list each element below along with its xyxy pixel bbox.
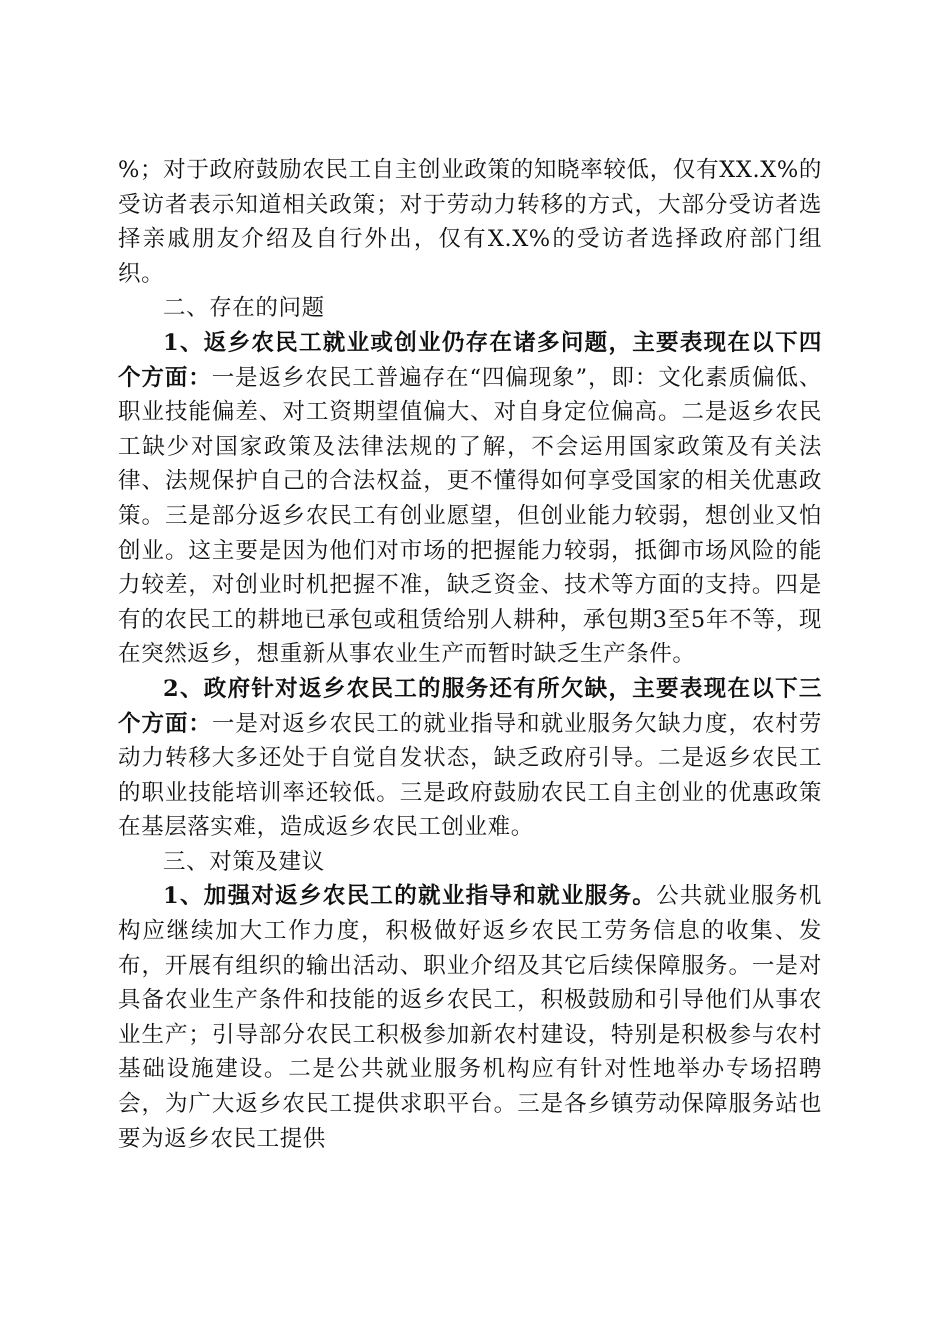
section-heading-text: 三、对策及建议: [163, 848, 325, 875]
paragraph-problem-2: [118, 672, 822, 845]
paragraph-text: %；对于政府鼓励农民工自主创业政策的知晓率较低，仅有XX.X%的受访者表示知道相关政策；对于劳动力转移的方式，大部分受访者选择亲戚朋友介绍及自行外出，仅有X.X%的受访者选择政府部门组织。: [118, 157, 822, 287]
paragraph-lead: 1、返乡农民工就业或创业仍存在诸多问题，主要表现在以下四个方面：: [118, 329, 822, 391]
paragraph-suggestion-1: [118, 879, 822, 1156]
paragraph-lead: 1、加强对返乡农民工的就业指导和就业服务。: [163, 883, 657, 910]
paragraph-problem-1: [118, 326, 822, 672]
paragraph-lead: 2、政府针对返乡农民工的服务还有所欠缺，主要表现在以下三个方面：: [118, 675, 822, 737]
document-body: [118, 153, 822, 1156]
section-heading-suggestions: [118, 845, 822, 880]
paragraph-text: 公共就业服务机构应继续加大工作力度，积极做好返乡农民工劳务信息的收集、发布，开展有组织的输出活动、职业介绍及其它后续保障服务。一是对具备农业生产条件和技能的返乡农民工，积极鼓励和引导他们从事农业生产；引导部分农民工积极参加新农村建设，特别是积极参与农村基础设施建设。二是公共就业服务机构应有针对性地举办专场招聘会，为广大返乡农民工提供求职平台。三是各乡镇劳动保障服务站也要为返乡农民工提供: [118, 883, 822, 1152]
paragraph-survey-results: [118, 153, 822, 291]
paragraph-text: 一是对返乡农民工的就业指导和就业服务欠缺力度，农村劳动力转移大多还处于自觉自发状态，缺乏政府引导。二是返乡农民工的职业技能培训率还较低。三是政府鼓励农民工自主创业的优惠政策在基层落实难，造成返乡农民工创业难。: [118, 710, 822, 841]
section-heading-problems: [118, 291, 822, 326]
paragraph-text: 一是返乡农民工普遍存在“四偏现象”，即：文化素质偏低、职业技能偏差、对工资期望值偏大、对自身定位偏高。二是返乡农民工缺少对国家政策及法律法规的了解，不会运用国家政策及有关法律、法规保护自己的合法权益，更不懂得如何享受国家的相关优惠政策。三是部分返乡农民工有创业愿望，但创业能力较弱，想创业又怕创业。这主要是因为他们对市场的把握能力较弱，抵御市场风险的能力较差，对创业时机把握不准，缺乏资金、技术等方面的支持。四是有的农民工的耕地已承包或租赁给别人耕种，承包期3至5年不等，现在突然返乡，想重新从事农业生产而暂时缺乏生产条件。: [118, 364, 822, 668]
section-heading-text: 二、存在的问题: [163, 295, 325, 322]
